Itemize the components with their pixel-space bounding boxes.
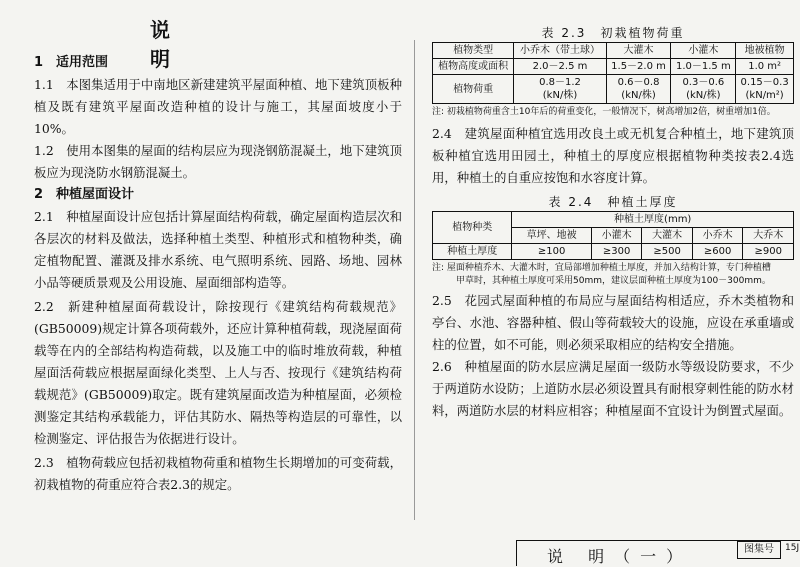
load-unit: (kN/株) [686,90,721,101]
section-heading-2: 2 种植屋面设计 [34,187,135,202]
table-2-4-note-line-2: 甲草时，其种植土厚度可采用50mm，建议层面种植土厚度为100－300mm。 [456,276,771,286]
table-cell: 1.0 m² [736,59,794,75]
paragraph-2-5: 2.5 花园式屋面种植的布局应与屋面结构相适应，乔木类植物和亭台、水池、容器种植、假山等荷载较大的设施，应设在承重墙或柱的位置，如不可能，则必须采取相应的结构安全措施。 [432,293,794,352]
table-header-cell: 大乔木 [743,228,794,244]
table-cell: ≥600 [692,244,743,260]
table-row [433,59,794,75]
load-value: 0.8－1.2 [539,77,581,88]
table-cell [514,75,606,104]
paragraph-2-1: 2.1 种植屋面设计应包括计算屋面结构荷载，确定屋面构造层次和各层次的材料及做法，选择种植土类型、种植形式和植物种类，确定植物配置、灌溉及排水系统、电气照明系统、园路、场地、园林小品等硬质景观及公用设施、屋面细部构造等。 [34,209,402,290]
table-cell: 1.0－1.5 m [671,59,736,75]
table-cell: 植物高度或面积 [433,59,514,75]
page-title: 说 明 [150,18,240,71]
load-value: 0.3－0.6 [682,77,725,88]
table-2-4-note-line-1: 注: 屋面种植乔木、大灌木时，宜局部增加种植土厚度，并加入结构计算，专门种植槽 [432,263,771,273]
table-2-3 [432,42,794,104]
load-unit: (kN/株) [621,90,656,101]
load-value: 0.6－0.8 [617,77,660,88]
title-block [516,540,800,566]
left-column [34,52,402,496]
table-header-cell: 小乔木 [692,228,743,244]
table-row [433,43,794,59]
table-cell [671,75,736,104]
table-cell [736,75,794,104]
table-cell: ≥900 [743,244,794,260]
table-cell: 2.0－2.5 m [514,59,606,75]
table-header-cell: 地被植物 [736,43,794,59]
table-2-4 [432,211,794,260]
table-cell: 种植土厚度 [433,244,512,260]
paragraph-2-2: 2.2 新建种植屋面荷载设计，除按现行《建筑结构荷载规范》(GB50009)规定计算各项荷载外，还应计算种植荷载，现浇屋面荷载等在内的全部结构构造荷载，以及施工中的临时堆放荷载，种植屋面活荷载应根据屋面绿化类型、上人与否、按现行《建筑结构荷载规范》(GB50009)取定。既有建筑屋面改造为种植屋面，必须检测鉴定其结构承载能力，评估其防水、隔热等构造层的可靠性，以检测鉴定、评估报告为依据进行设计。 [34,299,402,446]
table-header-cell: 植物类型 [433,43,514,59]
paragraph-2-3: 2.3 植物荷载应包括初栽植物荷重和植物生长期增加的可变荷载，初栽植物的荷重应符合表2.3的规定。 [34,455,402,492]
table-2-4-caption: 表 2.4 种植土厚度 [548,195,678,209]
paragraph-2-6: 2.6 种植屋面的防水层应满足屋面一级防水等级设防要求，不少于两道防水设防；上道防水层必须设置具有耐根穿刺性能的防水材料，两道防水层的材料应相容；种植屋面不宜设计为倒置式屋面。 [432,359,794,418]
table-row [433,212,794,228]
right-column [432,24,794,422]
paragraph-1-1: 1.1 本图集适用于中南地区新建建筑平屋面种植、地下建筑顶板种植及既有建筑平屋面改造种植的设计与施工，其屋面坡度小于10%。 [34,77,402,136]
load-unit: (kN/株) [542,90,578,101]
table-header-cell: 种植土厚度(mm) [512,212,794,228]
section-heading-1: 1 适用范围 [34,55,109,70]
table-cell: 1.5－2.0 m [606,59,671,75]
table-header-cell: 小乔木（带土球） [514,43,606,59]
table-header-cell: 植物种类 [433,212,512,244]
table-row [433,244,794,260]
table-header-cell: 大灌木 [606,43,671,59]
load-value: 0.15－0.3 [740,77,789,88]
table-cell: ≥100 [512,244,591,260]
table-header-cell: 大灌木 [642,228,693,244]
title-block-text: 说 明（一） [547,547,693,566]
table-header-cell: 草坪、地被 [512,228,591,244]
table-cell: ≥300 [591,244,642,260]
column-divider [414,40,415,520]
table-row [433,75,794,104]
atlas-number-label: 图集号 [737,541,781,559]
table-2-3-caption: 表 2.3 初栽植物荷重 [541,26,685,40]
table-header-cell: 小灌木 [671,43,736,59]
atlas-number-value: 15J [785,543,800,553]
table-cell [606,75,671,104]
paragraph-2-4: 2.4 建筑屋面种植宜选用改良土或无机复合种植土，地下建筑顶板种植宜选用田园土，种植土的厚度应根据植物种类按表2.4选用，种植土的自重应按饱和水容度计算。 [432,126,794,185]
table-cell: 植物荷重 [433,75,514,104]
load-unit: (kN/m²) [745,90,784,101]
table-header-cell: 小灌木 [591,228,642,244]
paragraph-1-2: 1.2 使用本图集的屋面的结构层应为现浇钢筋混凝土，地下建筑顶板应为现浇防水钢筋混凝土。 [34,143,402,180]
table-2-3-note: 注: 初栽植物荷重含土10年后的荷重变化，一般情况下，树高增加2倍，树重增加1倍。 [432,107,776,117]
table-cell: ≥500 [642,244,693,260]
